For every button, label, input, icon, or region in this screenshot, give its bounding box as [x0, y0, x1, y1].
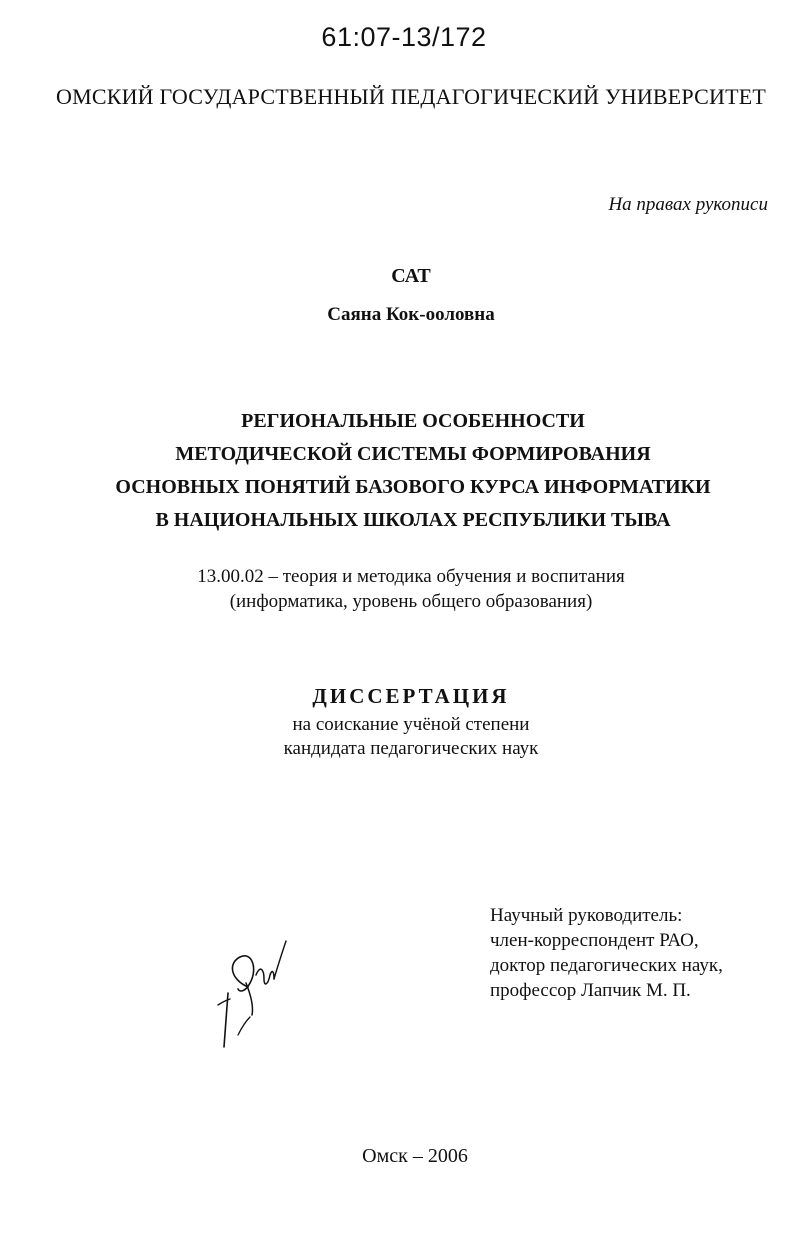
- university-name: ОМСКИЙ ГОСУДАРСТВЕННЫЙ ПЕДАГОГИЧЕСКИЙ УНИВЕРСИТЕТ: [56, 84, 766, 109]
- city-year: Омск – 2006: [362, 1145, 468, 1167]
- rights-note: На правах рукописи: [608, 194, 768, 215]
- handwritten-signature-icon: [210, 935, 300, 1050]
- call-number: 61:07-13/172: [321, 22, 487, 52]
- degree-line: кандидата педагогических наук: [283, 738, 539, 759]
- supervisor-heading: Научный руководитель:: [490, 905, 683, 926]
- thesis-title-line: РЕГИОНАЛЬНЫЕ ОСОБЕННОСТИ: [241, 410, 585, 432]
- document-type: ДИССЕРТАЦИЯ: [312, 684, 510, 708]
- thesis-title-line: В НАЦИОНАЛЬНЫХ ШКОЛАХ РЕСПУБЛИКИ ТЫВА: [155, 509, 671, 531]
- thesis-title-line: МЕТОДИЧЕСКОЙ СИСТЕМЫ ФОРМИРОВАНИЯ: [175, 443, 651, 465]
- specialty-code-line: 13.00.02 – теория и методика обучения и воспитания: [197, 566, 625, 587]
- degree-line: на соискание учёной степени: [292, 714, 530, 735]
- author-given-name: Саяна Кок-ооловна: [327, 304, 495, 325]
- supervisor-line: член-корреспондент РАО,: [490, 930, 699, 951]
- supervisor-line: профессор Лапчик М. П.: [490, 980, 691, 1001]
- author-surname: САТ: [391, 265, 431, 287]
- supervisor-line: доктор педагогических наук,: [490, 955, 723, 976]
- thesis-title-line: ОСНОВНЫХ ПОНЯТИЙ БАЗОВОГО КУРСА ИНФОРМАТИКИ: [115, 476, 711, 498]
- specialty-field-line: (информатика, уровень общего образования): [229, 591, 593, 612]
